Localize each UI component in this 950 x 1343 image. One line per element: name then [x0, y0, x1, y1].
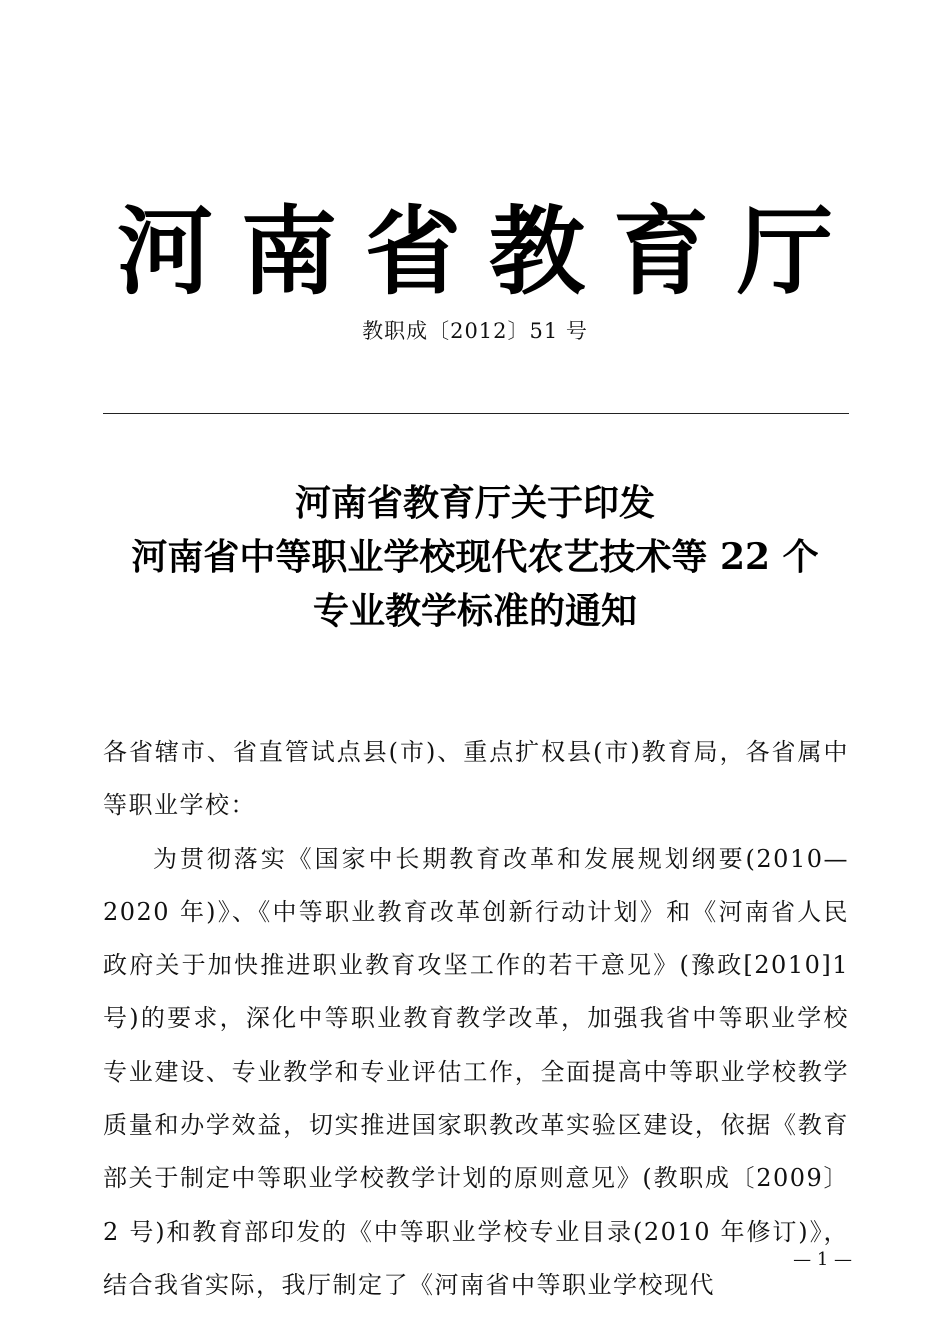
title-line-3: 专业教学标准的通知	[312, 590, 637, 632]
document-body	[103, 726, 849, 1312]
document-title	[60, 476, 890, 638]
page-number: — 1 —	[793, 1249, 852, 1270]
title-line-1: 河南省教育厅关于印发	[294, 482, 655, 524]
body-paragraph-1: 为贯彻落实《国家中长期教育改革和发展规划纲要(2010—2020 年)》、《中等职业教育改革创新行动计划》和《河南省人民政府关于加快推进职业教育攻坚工作的若干意见》(豫政[2010]1 号)的要求，深化中等职业教育教学改革，加强我省中等职业学校专业建设、专业教学和专业评估工作，全面提高中等职业学校教学质量和办学效益，切实推进国家职教改革实验区建设，依据《教育部关于制定中等职业学校教学计划的原则意见》(教职成〔2009〕2 号)和教育部印发的《中等职业学校专业目录(2010 年修订)》，结合我省实际，我厅制定了《河南省中等职业学校现代	[103, 844, 849, 1299]
salutation: 各省辖市、省直管试点县(市)、重点扩权县(市)教育局，各省属中等职业学校：	[103, 738, 849, 820]
agency-name-heading: 河南省教育厅	[117, 195, 861, 308]
document-number: 教职成〔2012〕51 号	[362, 319, 588, 343]
header-divider	[103, 413, 849, 414]
title-line-2: 河南省中等职业学校现代农艺技术等 22 个	[131, 536, 819, 578]
